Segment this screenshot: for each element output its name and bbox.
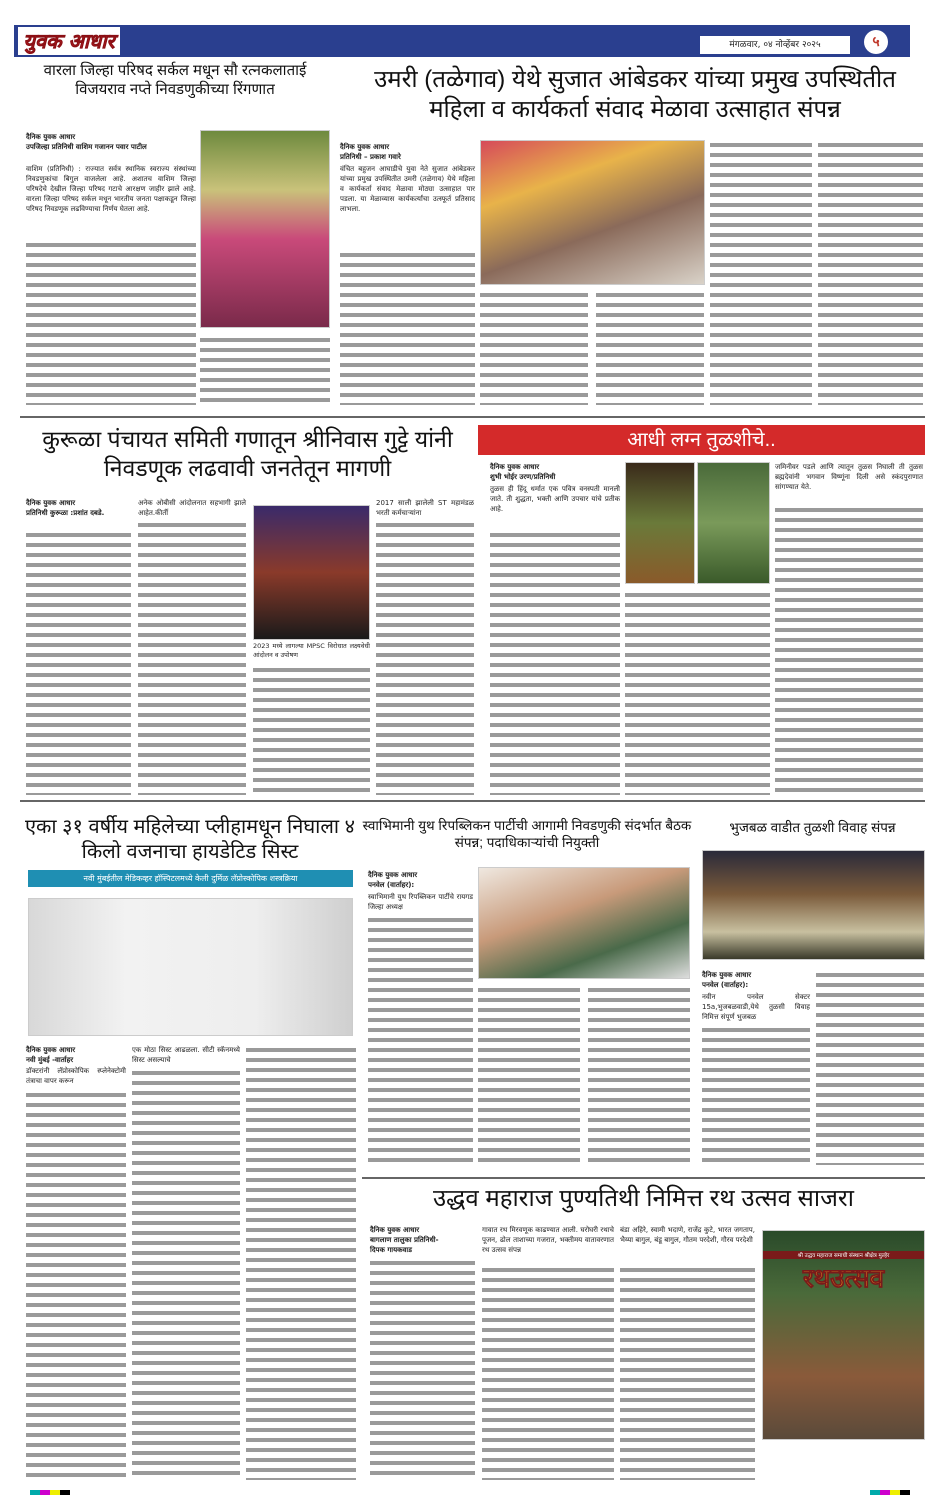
byline: दैनिक युवक आधार	[26, 1046, 76, 1054]
byline-reporter: प्रतिनिधी – प्रकाश गवारे	[340, 153, 401, 161]
poster-title: रथउत्सव	[803, 1264, 884, 1294]
article-body	[702, 1025, 810, 1165]
divider	[20, 416, 925, 418]
headline-umri: उमरी (तळेगाव) येथे सुजात आंबेडकर यांच्या प्रमुख उपस्थितीत महिला व कार्यकर्ता संवाद मेळावा उत्साहात संपन्न	[374, 66, 896, 123]
article-body	[138, 520, 246, 795]
byline-reporter: उपजिल्हा प्रतिनिधी वाशिम गजानन पवार पाटील	[26, 143, 147, 151]
issue-date: मंगळवार, ०४ नोव्हेंबर २०२५	[700, 36, 850, 54]
byline: दैनिक युवक आधार	[702, 971, 752, 979]
byline-reporter: प्रतिनिधी कुरूळा :प्रशांत दबडे.	[26, 509, 105, 517]
doctors-photo	[28, 898, 353, 1036]
color-registration-mark	[30, 1490, 70, 1495]
tulsi-vivah-photo	[702, 850, 925, 960]
headline-warla: वारला जिल्हा परिषद सर्कल मधून सौ रत्नकलाताई विजयराव नप्ते निवडणुकीच्या रिंगणात	[43, 62, 307, 98]
article-lead: जमिनीवर पडले आणि त्यातून तुळस निघाली ती तुळस ब्रह्मदेवांनी भगवान विष्णूंना दिली असे स्कंदपुराणात सांगण्यात येते.	[775, 463, 923, 491]
byline: दैनिक युवक आधार	[490, 463, 540, 471]
article-lead: 2017 साली झालेली ST महामंडळ भरती कर्मचाऱ्यांना	[376, 499, 474, 517]
headline-kurula: कुरूळा पंचायत समिती गणातून श्रीनिवास गुट्टे यांनी निवडणूक लढवावी जनतेतून मागणी	[42, 426, 453, 481]
byline-reporter: पनवेल (वार्ताहर):	[368, 881, 415, 889]
tulsi-photo	[697, 462, 770, 584]
article-lead: तुळस ही हिंदू धर्मात एक पवित्र वनस्पती मानली जाते. ती शुद्धता, भक्ती आणि उपचार यांचे प्रतीक आहे.	[490, 485, 620, 513]
byline-reporter-name: दिपक गायकवाड	[370, 1246, 412, 1254]
article-body	[490, 530, 620, 795]
headline-bhujbal: भुजबळ वाडीत तुळशी विवाह संपन्न	[729, 820, 896, 835]
photo-caption: 2023 मध्ये लागल्या MPSC विरोधात लक्ष्यवेधी आंदोलन व उपोषण	[253, 642, 370, 659]
article-body	[26, 240, 196, 405]
article-body	[26, 1090, 126, 1480]
article-lead: बंडा अहिरे, स्वामी भदाणे, राजेंद्र कुटे, भारत जगताप, भैय्या बागुल, बंडू बागुल, गौतम परदेशी, गौरव परदेशी	[620, 1226, 755, 1244]
article-lead: नवीन पनवेल सेक्टर 15a,भुजबळवाडी,येथे तुळसी विवाह निमित्त संपूर्ण भुजबळ	[702, 993, 810, 1021]
byline: दैनिक युवक आधार	[26, 499, 76, 507]
article-body	[478, 985, 580, 1165]
divider	[20, 800, 925, 802]
article-lead: गावात रथ मिरवणूक काढण्यात आली. घरोघरी रथाचे पूजन, ढोल ताशाच्या गजरात, भक्तीमय वातावरणात रथ उत्सव संपन्न	[482, 1226, 614, 1254]
newspaper-logo: युवक आधार	[18, 27, 120, 55]
article-body	[625, 590, 770, 795]
article-body	[132, 1068, 240, 1480]
article-body	[588, 985, 690, 1165]
article-body	[816, 970, 924, 1165]
color-registration-mark	[870, 1490, 910, 1495]
byline-reporter: पनवेल (वार्ताहर):	[702, 981, 749, 989]
headline-cyst: एका ३१ वर्षीय महिलेच्या प्लीहामधून निघाला ४ किलो वजनाचा हायडेटिड सिस्ट	[24, 816, 356, 863]
article-body	[480, 290, 588, 405]
tulsi-photo	[625, 462, 695, 584]
divider	[362, 1177, 925, 1179]
tulsi-banner	[478, 425, 925, 455]
article-lead: अनेक ओबीसी आंदोलनात सहभागी झाले आहेत.कीर्ती	[138, 499, 246, 517]
article-lead: वंचित बहुजन आघाडीचे युवा नेते सुजात आंबेडकर यांच्या प्रमुख उपस्थितीत उमरी (तळेगाव) येथे महिला व कार्यकर्ता संवाद मेळावा मोठ्या उत्साहात पार पडला. या मेळाव्यास कार्यकर्त्यांचा उत्स्फूर्त प्रतिसाद लाभला.	[340, 165, 475, 213]
article-body	[818, 140, 923, 405]
candidate-photo	[200, 130, 330, 328]
meeting-photo	[478, 867, 690, 979]
headline-tulsi: आधी लग्न तुळशीचे..	[627, 429, 776, 451]
article-body	[370, 1258, 475, 1480]
byline: दैनिक युवक आधार	[340, 143, 390, 151]
candidate-photo	[253, 505, 370, 640]
article-body	[246, 1045, 356, 1480]
article-lead: स्वाभिमानी युथ रिपब्लिकन पार्टीचे रायगड जिल्हा अध्यक्ष	[368, 893, 473, 911]
article-body	[482, 1265, 614, 1480]
article-body	[376, 520, 474, 795]
subhead-bar: नवी मुंबईतील मेडिकव्हर हॉस्पिटलमध्ये केली दुर्मिळ लॅप्रोस्कोपिक शस्त्रक्रिया	[28, 870, 353, 887]
article-body	[596, 290, 704, 405]
byline: दैनिक युवक आधार	[26, 133, 76, 141]
poster-subtitle: श्री उद्धव महाराज समाधी संस्थान श्रीक्षेत्र मुल्हेर	[763, 1251, 924, 1259]
article-lead: वाशिम (प्रतिनिधी) : राज्यात सर्वत्र स्थानिक स्वराज्य संस्थांच्या निवडणुकांचा बिगुल वाजलेला आहे. अशातच वाशिम जिल्हा परिषदेचे देखील जिल्हा परिषद गटाचे आरक्षण जाहीर झाले आहे. वारला जिल्हा परिषद सर्कल मधून भारतीय जनता पक्षाकडून जिल्हा परिषद निवडणूक लढविण्याचा निर्णय घेतला आहे.	[26, 165, 196, 213]
rath-utsav-poster	[762, 1230, 925, 1440]
byline-reporter: शुभी भोईर उरण/प्रतिनिधी	[490, 473, 556, 481]
article-body	[368, 915, 473, 1165]
article-body	[26, 530, 131, 795]
article-lead: एक मोठा सिस्ट आढळला. सीटी स्कॅनमध्ये सिस्ट असल्याचे	[132, 1046, 240, 1064]
byline: दैनिक युवक आधार	[368, 871, 418, 879]
article-body	[620, 1265, 755, 1480]
headline-rath-utsav: उद्धव महाराज पुण्यतिथी निमित्त रथ उत्सव साजरा	[433, 1185, 854, 1212]
byline-reporter: बागलाण तालुका प्रतिनिधी-	[370, 1236, 439, 1244]
article-body	[253, 665, 370, 795]
article-body	[775, 505, 923, 795]
page-number: ५	[864, 30, 888, 54]
headline-republican: स्वाभिमानी युथ रिपब्लिकन पार्टीची आगामी निवडणुकी संदर्भात बैठक संपन्न; पदाधिकाऱ्यांची नियुक्ती	[362, 818, 692, 850]
photo-caption	[200, 335, 330, 405]
article-body	[710, 140, 812, 405]
byline-reporter: नवी मुंबई -वार्ताहर	[26, 1056, 74, 1064]
article-body	[340, 250, 475, 405]
rally-photo	[480, 140, 705, 285]
article-lead: डॉक्टरांनी लॅप्रोस्कोपिक स्प्लेनेक्टोमी तंत्राचा वापर करून	[26, 1067, 126, 1085]
byline: दैनिक युवक आधार	[370, 1226, 420, 1234]
